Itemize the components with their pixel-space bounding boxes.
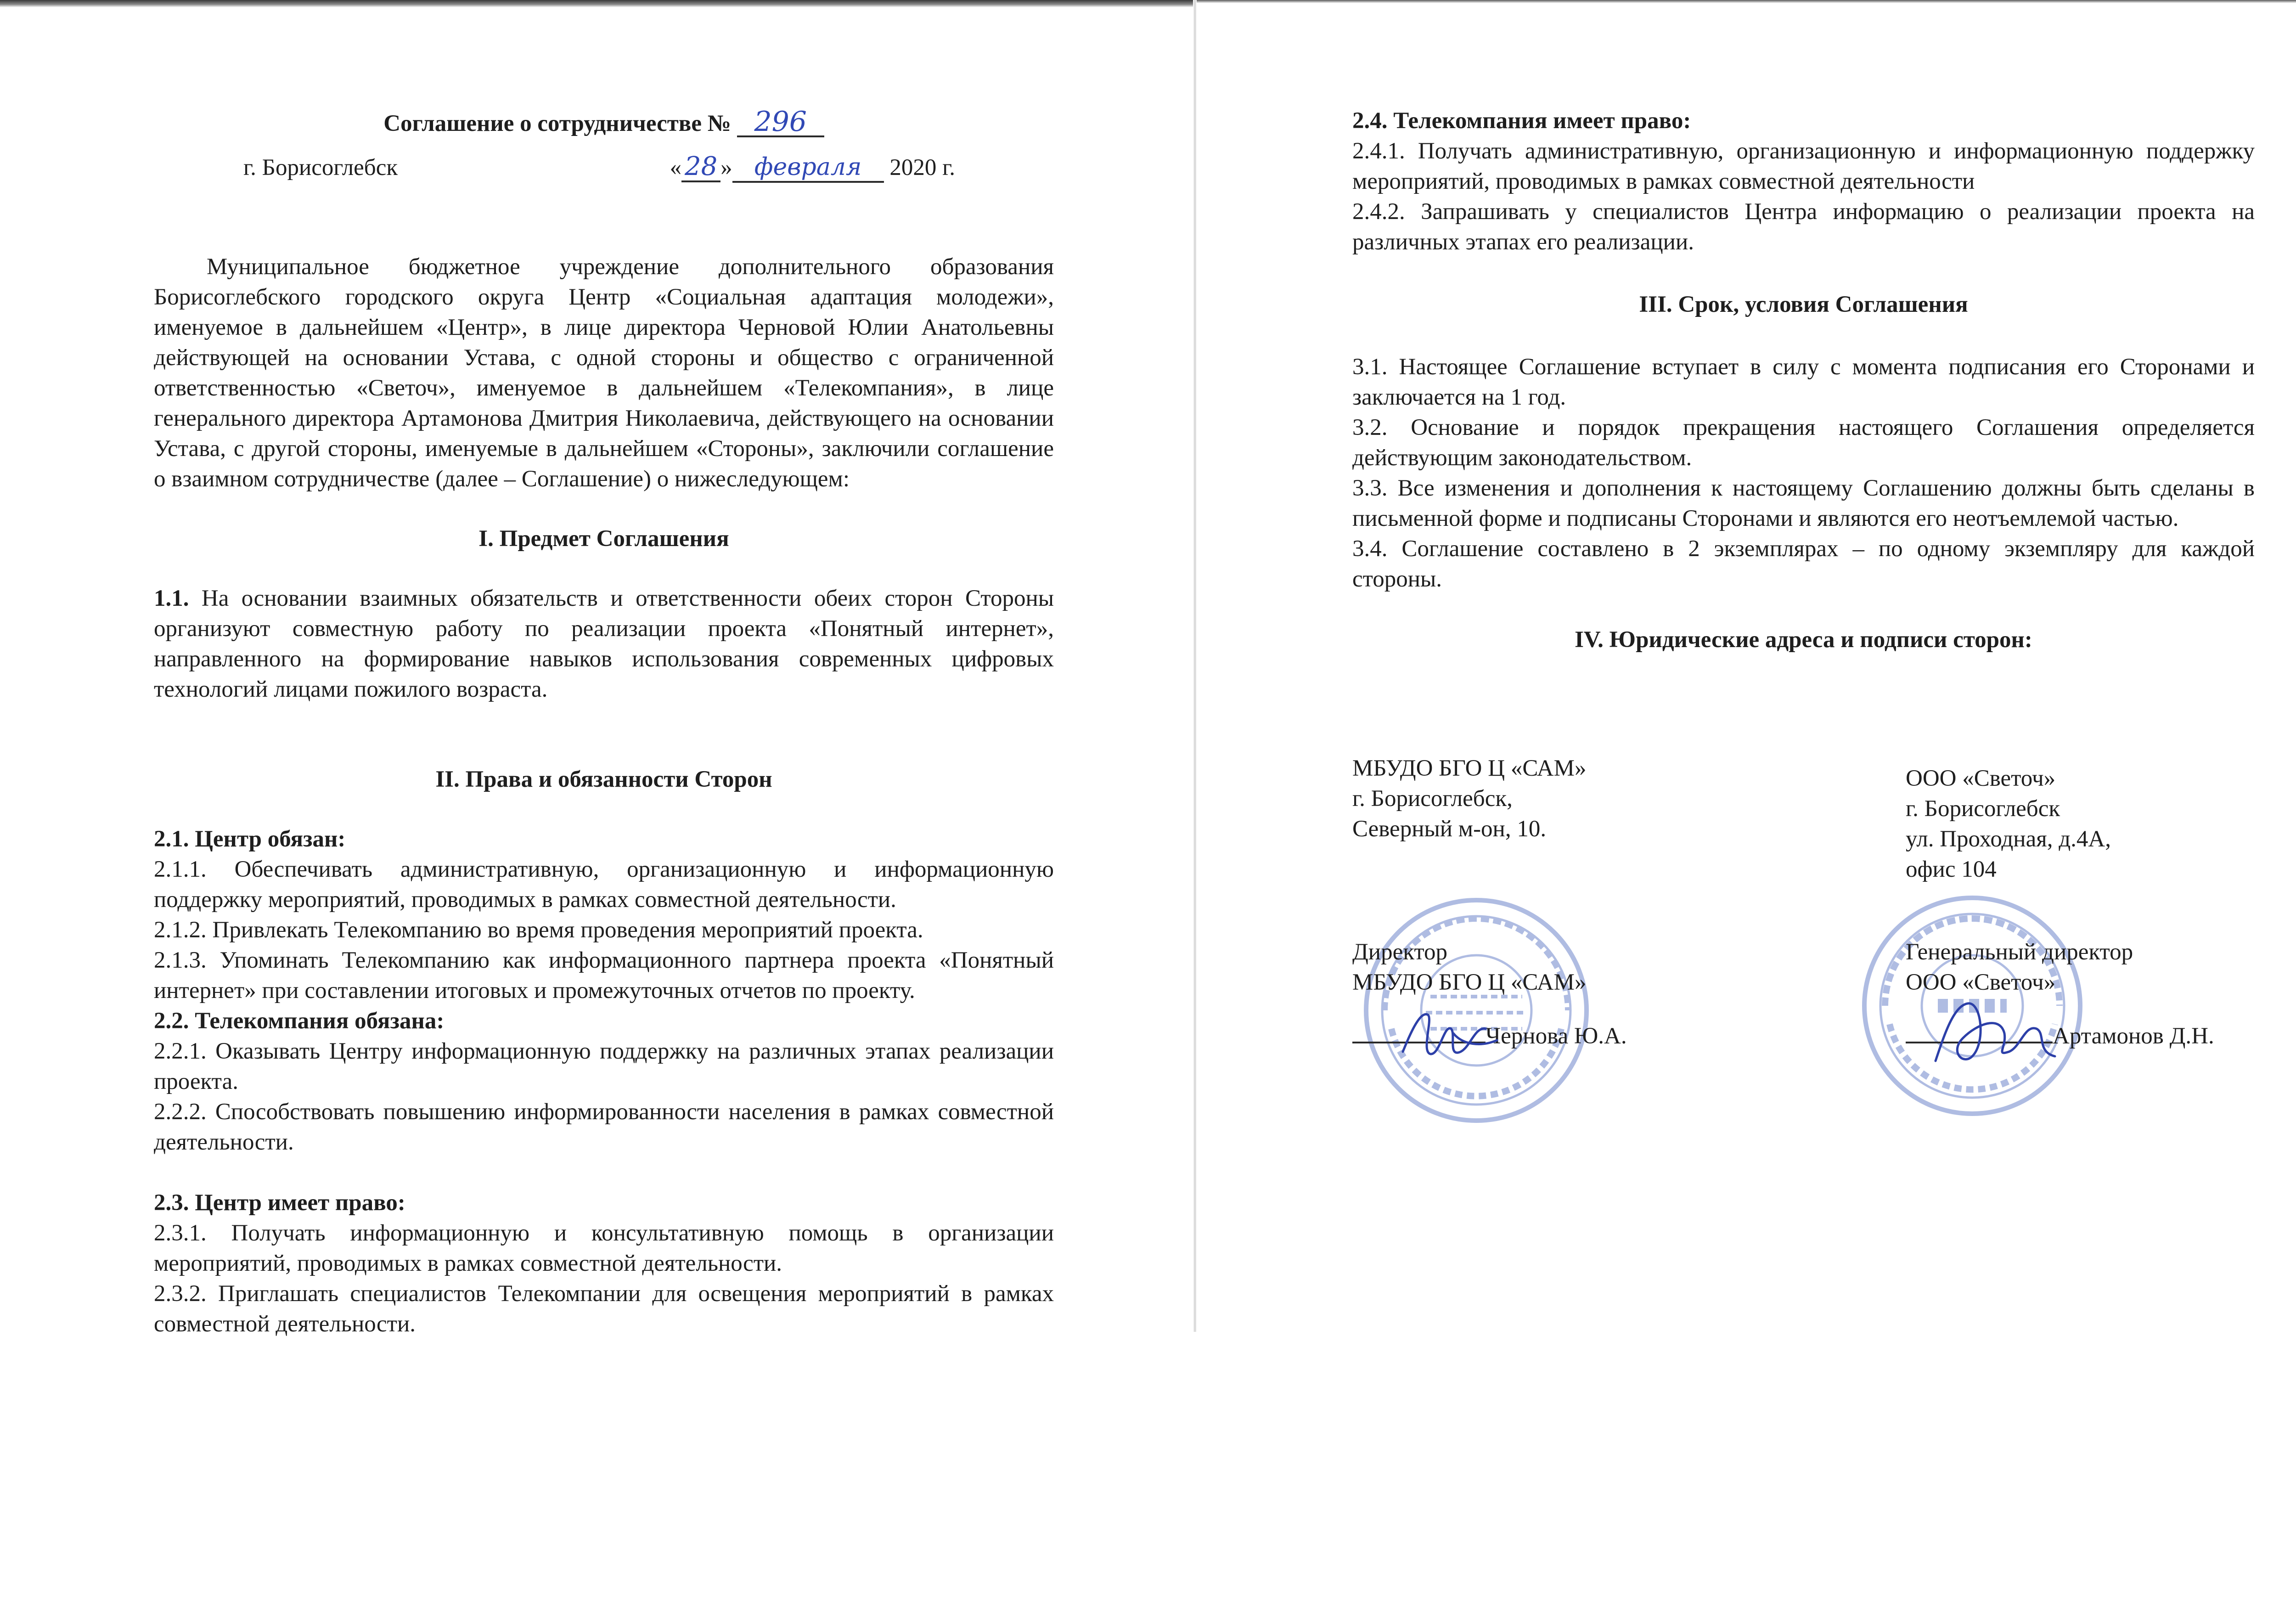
right-signer: Артамонов Д.Н.	[2053, 1023, 2214, 1049]
date-year: 2020 г.	[889, 155, 955, 180]
left-city: г. Борисоглебск,	[1352, 786, 1513, 812]
section1-heading: I. Предмет Соглашения	[478, 526, 729, 552]
left-signature-icon	[1394, 1001, 1504, 1070]
left-org-short: МБУДО БГО Ц «САМ»	[1352, 969, 1587, 995]
para-2-1-3: 2.1.3. Упоминать Телекомпанию как информационного партнера проекта «Понятный интернет» при составлении итоговых и промежуточных отчетов по проекту.	[154, 947, 1054, 1003]
right-position: Генеральный директор	[1906, 939, 2133, 965]
sub-2-2-title: 2.2. Телекомпания обязана:	[154, 1008, 445, 1034]
right-street: ул. Проходная, д.4А,	[1906, 826, 2111, 852]
para-2-4-2: 2.4.2. Запрашивать у специалистов Центра информацию о реализации проекта на различных этапах его реализации.	[1352, 199, 2255, 255]
right-office: офис 104	[1906, 857, 1997, 882]
date	[670, 152, 955, 183]
sub-2-3-title: 2.3. Центр имеет право:	[154, 1190, 405, 1216]
para-2-3-2: 2.3.2. Приглашать специалистов Телекомпании для освещения мероприятий в рамках совместной деятельности.	[154, 1281, 1054, 1337]
left-signer: Чернова Ю.А.	[1486, 1023, 1627, 1049]
right-page	[1352, 106, 2255, 655]
signatures-block	[1352, 753, 2271, 1084]
date-day: 28	[681, 153, 720, 182]
right-org-short: ООО «Светоч»	[1906, 969, 2056, 995]
scan-top-edge-right	[1196, 0, 2296, 3]
right-signature-icon	[1922, 987, 2069, 1075]
para-2-2-2: 2.2.2. Способствовать повышению информированности населения в рамках совместной деятельности.	[154, 1099, 1054, 1155]
left-party-address	[1352, 753, 1766, 844]
para-1-1-text: На основании взаимных обязательств и ответственности обеих сторон Стороны организуют совместную работу по реализации проекта «Понятный интернет», направленного на формирование навыков использования современных цифровых технологий лицами пожилого возраста.	[154, 586, 1054, 702]
right-org: ООО «Светоч»	[1906, 766, 2056, 791]
para-2-1-2: 2.1.2. Привлекать Телекомпанию во время проведения мероприятий проекта.	[154, 917, 923, 943]
section3-heading: III. Срок, условия Соглашения	[1639, 292, 1968, 317]
para-3-2: 3.2. Основание и порядок прекращения настоящего Соглашения определяется действующим законодательством.	[1352, 415, 2255, 471]
para-2-4-1: 2.4.1. Получать административную, организационную и информационную поддержку мероприятий, проводимых в рамках совместной деятельности	[1352, 138, 2255, 194]
para-3-1: 3.1. Настоящее Соглашение вступает в силу с момента подписания его Сторонами и заключается на 1 год.	[1352, 354, 2255, 410]
page-fold	[1193, 0, 1197, 1332]
section4-heading: IV. Юридические адреса и подписи сторон:	[1575, 627, 2032, 653]
scan-top-edge	[0, 0, 1194, 7]
right-city: г. Борисоглебск	[1906, 796, 2060, 822]
right-party-address	[1906, 763, 2255, 885]
para-1-1	[154, 583, 1054, 705]
sub-2-4-title: 2.4. Телекомпания имеет право:	[1352, 108, 1691, 134]
left-page	[154, 108, 1054, 1339]
quote-close: »	[720, 155, 732, 180]
left-position: Директор	[1352, 939, 1447, 965]
section2-heading: II. Права и обязанности Сторон	[435, 767, 772, 792]
para-2-1-1: 2.1.1. Обеспечивать административную, организационную и информационную поддержку мероприятий, проводимых в рамках совместной деятельности.	[154, 857, 1054, 913]
title-prefix: Соглашение о сотрудничестве №	[383, 111, 731, 136]
para-3-3: 3.3. Все изменения и дополнения к настоящему Соглашению должны быть сделаны в письменной форме и подписаны Сторонами и являются его неотъемлемой частью.	[1352, 475, 2255, 531]
date-month: февраля	[732, 153, 884, 183]
intro-paragraph: Муниципальное бюджетное учреждение дополнительного образования Борисоглебского городского округа Центр «Социальная адаптация молодежи», именуемое в дальнейшем «Центр», в лице директора Черновой Юлии Анатольевны действующей на основании Устава, с одной стороны и общество с ограниченной ответственностью «Светоч», именуемое в дальнейшем «Телекомпания», в лице генерального директора Артамонова Дмитрия Николаевича, действующего на основании Устава, с другой стороны, именуемые в дальнейшем «Стороны», заключили соглашение о взаимном сотрудничестве (далее – Соглашение) о нижеследующем:	[154, 254, 1054, 492]
left-street: Северный м-он, 10.	[1352, 816, 1547, 842]
quote-open: «	[670, 155, 682, 180]
agreement-number: 296	[737, 108, 824, 137]
para-2-3-1: 2.3.1. Получать информационную и консультативную помощь в организации мероприятий, проводимых в рамках совместной деятельности.	[154, 1220, 1054, 1276]
city-date-line	[154, 152, 1054, 183]
left-org: МБУДО БГО Ц «САМ»	[1352, 755, 1587, 781]
agreement-title	[154, 108, 1054, 139]
sub-2-1-title: 2.1. Центр обязан:	[154, 826, 346, 852]
para-3-4: 3.4. Соглашение составлено в 2 экземплярах – по одному экземпляру для каждой стороны.	[1352, 536, 2255, 592]
para-1-1-num: 1.1.	[154, 586, 189, 611]
city: г. Борисоглебск	[243, 155, 398, 180]
para-2-2-1: 2.2.1. Оказывать Центру информационную поддержку на различных этапах реализации проекта.	[154, 1038, 1054, 1094]
